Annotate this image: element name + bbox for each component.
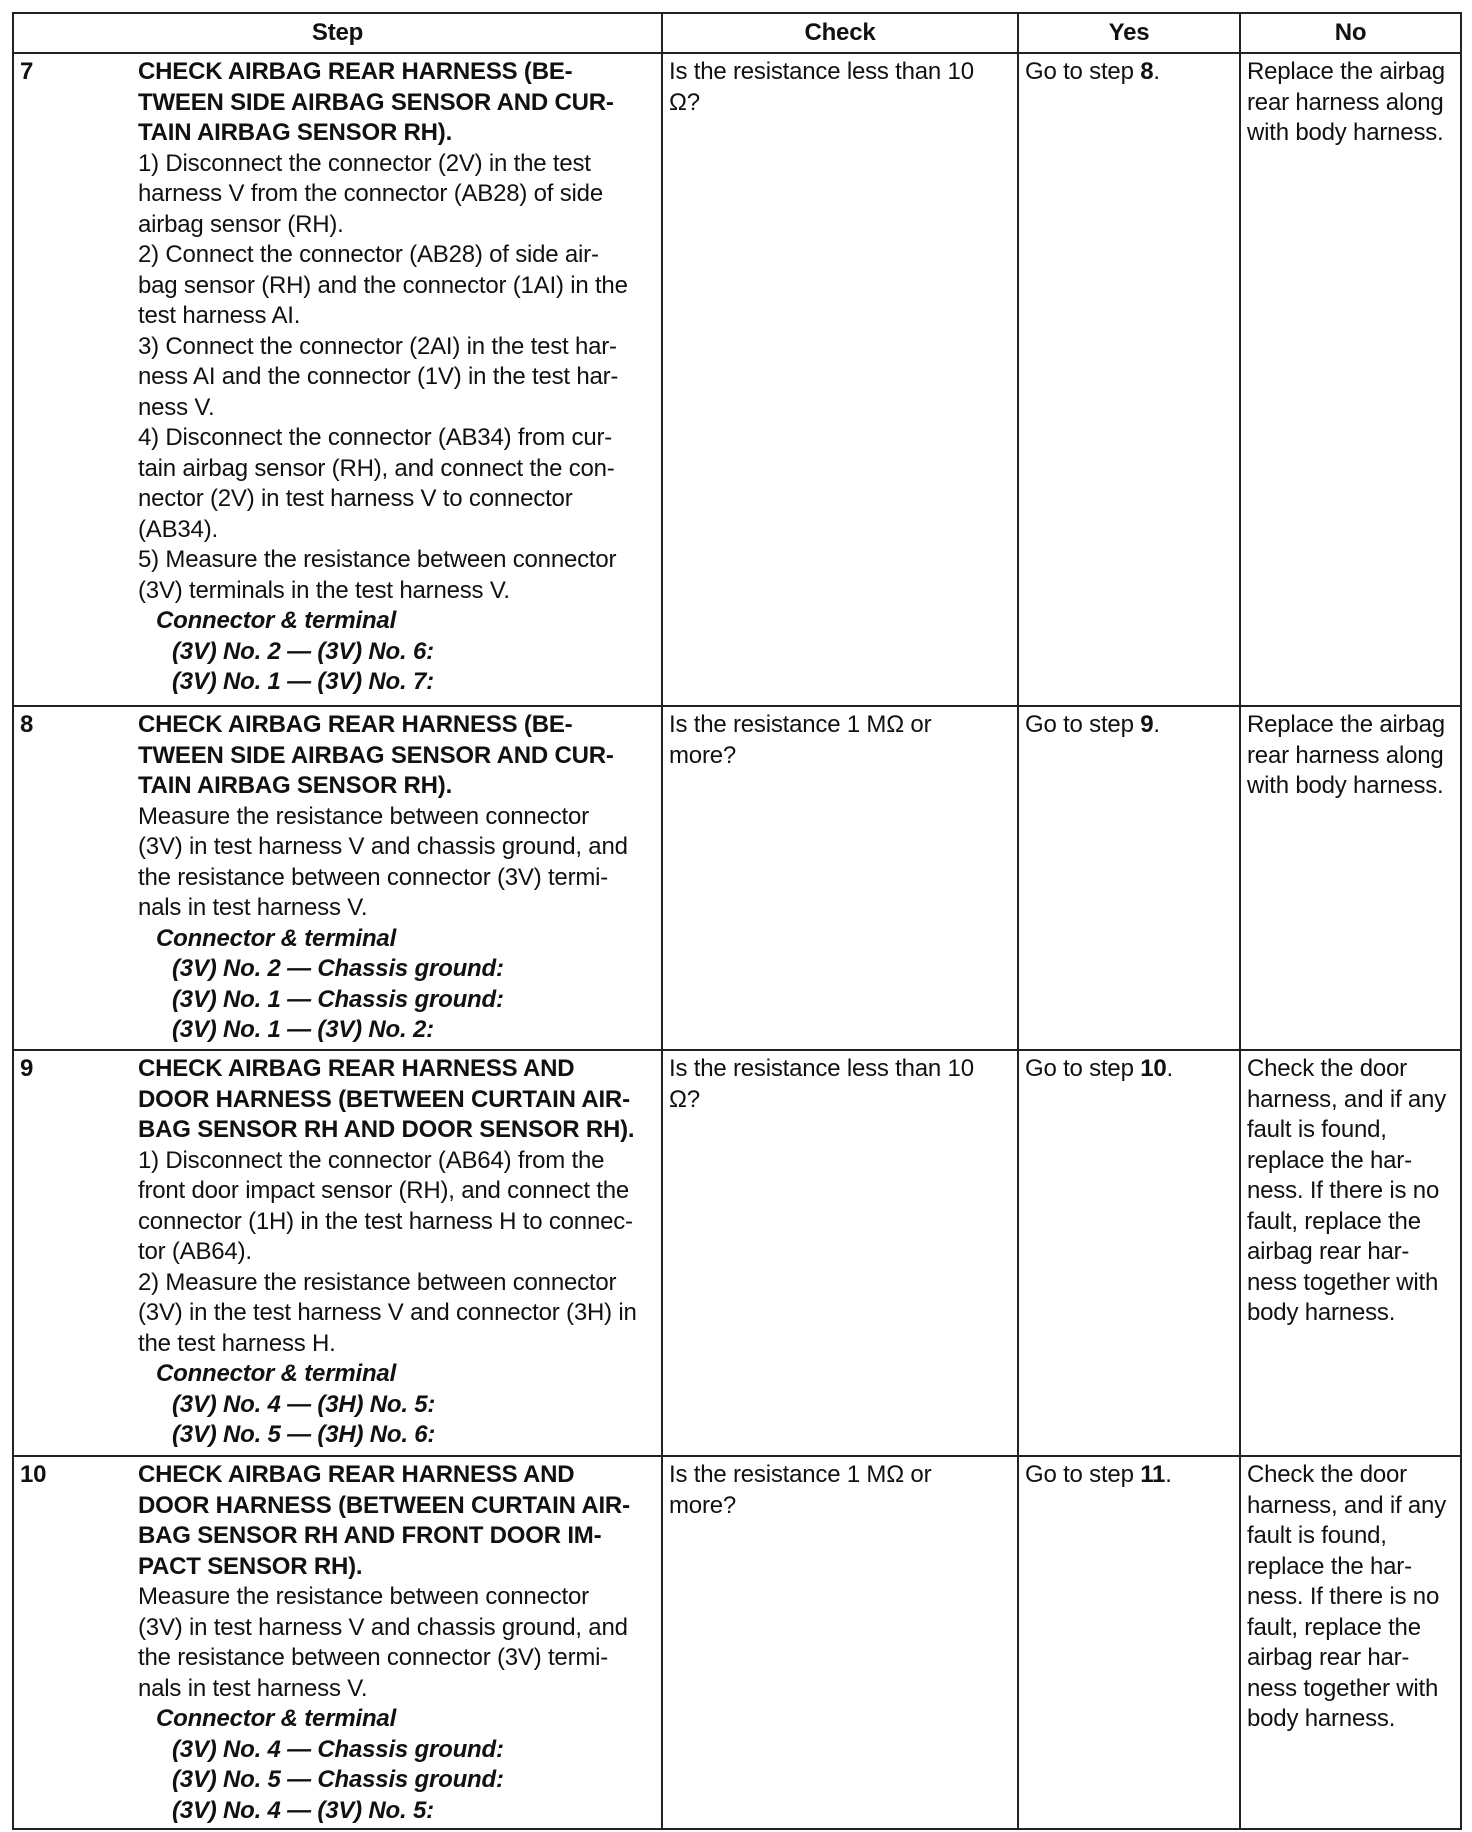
step-instruction: Measure the resistance between connector (3V) in test harness V and chassis ground, and the resistance between connector (3V) termi- nals in test harness V.: [138, 802, 628, 921]
yes-cell: [1018, 53, 1240, 706]
no-cell: [1240, 706, 1461, 1050]
check-question: Is the resistance less than 10 Ω?: [669, 58, 974, 116]
step-instruction: 4) Disconnect the connector (AB34) from cur- tain airbag sensor (RH), and connect the con- nector (2V) in test harness V to connector (AB34).: [138, 424, 615, 543]
yes-action-text: Go to step: [1025, 1055, 1141, 1082]
step-title: CHECK AIRBAG REAR HARNESS (BE- TWEEN SIDE AIRBAG SENSOR AND CUR- TAIN AIRBAG SENSOR RH).: [138, 58, 614, 146]
yes-cell: [1018, 706, 1240, 1050]
yes-step-reference: 10: [1140, 1055, 1167, 1082]
check-cell: [662, 53, 1018, 706]
step-cell: [13, 53, 662, 706]
step-number: 7: [20, 58, 34, 85]
step-cell: [13, 1050, 662, 1456]
yes-action-suffix: .: [1166, 1055, 1173, 1082]
step-number: 9: [20, 1055, 34, 1082]
header-check: Check: [662, 13, 1018, 53]
yes-cell: [1018, 1456, 1240, 1829]
check-cell: [662, 706, 1018, 1050]
yes-action-text: Go to step: [1025, 1461, 1141, 1488]
yes-step-reference: 9: [1140, 711, 1154, 738]
yes-action-suffix: .: [1153, 711, 1160, 738]
terminal-pair: (3V) No. 5 — (3H) No. 6:: [172, 1421, 436, 1448]
diagnostic-table: [12, 12, 1462, 1830]
connector-terminal-heading: Connector & terminal: [156, 1360, 397, 1387]
header-yes: Yes: [1018, 13, 1240, 53]
yes-cell: [1018, 1050, 1240, 1456]
yes-action-suffix: .: [1153, 58, 1160, 85]
terminal-pair: (3V) No. 4 — (3H) No. 5:: [172, 1390, 436, 1418]
table-row: [13, 53, 1461, 706]
connector-terminal-heading: Connector & terminal: [156, 607, 397, 634]
table-row: [13, 1456, 1461, 1829]
terminal-pair: (3V) No. 4 — Chassis ground:: [172, 1735, 504, 1763]
terminal-pair: (3V) No. 2 — Chassis ground:: [172, 955, 504, 982]
yes-action-suffix: .: [1165, 1461, 1172, 1488]
step-number: 8: [20, 711, 34, 738]
check-question: Is the resistance less than 10 Ω?: [669, 1055, 974, 1113]
yes-step-reference: 8: [1140, 58, 1154, 85]
no-action-text: Replace the airbag rear harness along with body harness.: [1247, 58, 1445, 146]
step-number: 10: [20, 1461, 47, 1488]
check-question: Is the resistance 1 MΩ or more?: [669, 1461, 932, 1519]
terminal-pair: (3V) No. 1 — Chassis ground:: [172, 985, 504, 1013]
terminal-pair: (3V) No. 5 — Chassis ground:: [172, 1766, 504, 1793]
table-row: [13, 706, 1461, 1050]
yes-action-text: Go to step: [1025, 711, 1141, 738]
check-cell: [662, 1050, 1018, 1456]
no-action-text: Check the door harness, and if any fault is found, replace the har- ness. If there is no fault, replace the airbag rear har- ness together with body harness.: [1247, 1055, 1446, 1326]
check-cell: [662, 1456, 1018, 1829]
table-body: [13, 53, 1461, 1829]
terminal-pair: (3V) No. 1 — (3V) No. 7:: [172, 668, 434, 695]
no-cell: [1240, 1456, 1461, 1829]
step-cell: [13, 706, 662, 1050]
check-question: Is the resistance 1 MΩ or more?: [669, 711, 932, 769]
step-cell: [13, 1456, 662, 1829]
step-instruction: Measure the resistance between connector (3V) in test harness V and chassis ground, and the resistance between connector (3V) termi- nals in test harness V.: [138, 1583, 628, 1702]
step-instruction: 5) Measure the resistance between connector (3V) terminals in the test harness V.: [138, 546, 617, 604]
no-action-text: Check the door harness, and if any fault is found, replace the har- ness. If there is no fault, replace the airbag rear har- ness together with body harness.: [1247, 1461, 1446, 1732]
step-instruction: 2) Measure the resistance between connector (3V) in the test harness V and connector (3H) in the test harness H.: [138, 1268, 637, 1357]
step-title: CHECK AIRBAG REAR HARNESS AND DOOR HARNESS (BETWEEN CURTAIN AIR- BAG SENSOR RH AND FRONT DOOR IM- PACT SENSOR RH).: [138, 1461, 630, 1580]
terminal-pair: (3V) No. 2 — (3V) No. 6:: [172, 637, 434, 665]
terminal-pair: (3V) No. 4 — (3V) No. 5:: [172, 1796, 434, 1824]
step-title: CHECK AIRBAG REAR HARNESS AND DOOR HARNESS (BETWEEN CURTAIN AIR- BAG SENSOR RH AND DOOR SENSOR RH).: [138, 1055, 635, 1143]
step-instruction: 1) Disconnect the connector (2V) in the test harness V from the connector (AB28) of side airbag sensor (RH).: [138, 149, 603, 238]
yes-step-reference: 11: [1140, 1461, 1166, 1488]
table-row: [13, 1050, 1461, 1456]
header-row: [13, 13, 1461, 53]
connector-terminal-heading: Connector & terminal: [156, 924, 397, 952]
step-title: CHECK AIRBAG REAR HARNESS (BE- TWEEN SIDE AIRBAG SENSOR AND CUR- TAIN AIRBAG SENSOR RH).: [138, 711, 614, 799]
no-action-text: Replace the airbag rear harness along with body harness.: [1247, 711, 1445, 799]
header-no: No: [1240, 13, 1461, 53]
step-instruction: 3) Connect the connector (2AI) in the test har- ness AI and the connector (1V) in the test har- ness V.: [138, 332, 619, 421]
no-cell: [1240, 1050, 1461, 1456]
connector-terminal-heading: Connector & terminal: [156, 1705, 397, 1732]
step-instruction: 2) Connect the connector (AB28) of side air- bag sensor (RH) and the connector (1AI) in the test harness AI.: [138, 241, 628, 329]
header-step: Step: [13, 13, 662, 53]
terminal-pair: (3V) No. 1 — (3V) No. 2:: [172, 1016, 434, 1043]
yes-action-text: Go to step: [1025, 58, 1141, 85]
step-instruction: 1) Disconnect the connector (AB64) from the front door impact sensor (RH), and connect the connector (1H) in the test harness H to connec- tor (AB64).: [138, 1146, 633, 1265]
no-cell: [1240, 53, 1461, 706]
